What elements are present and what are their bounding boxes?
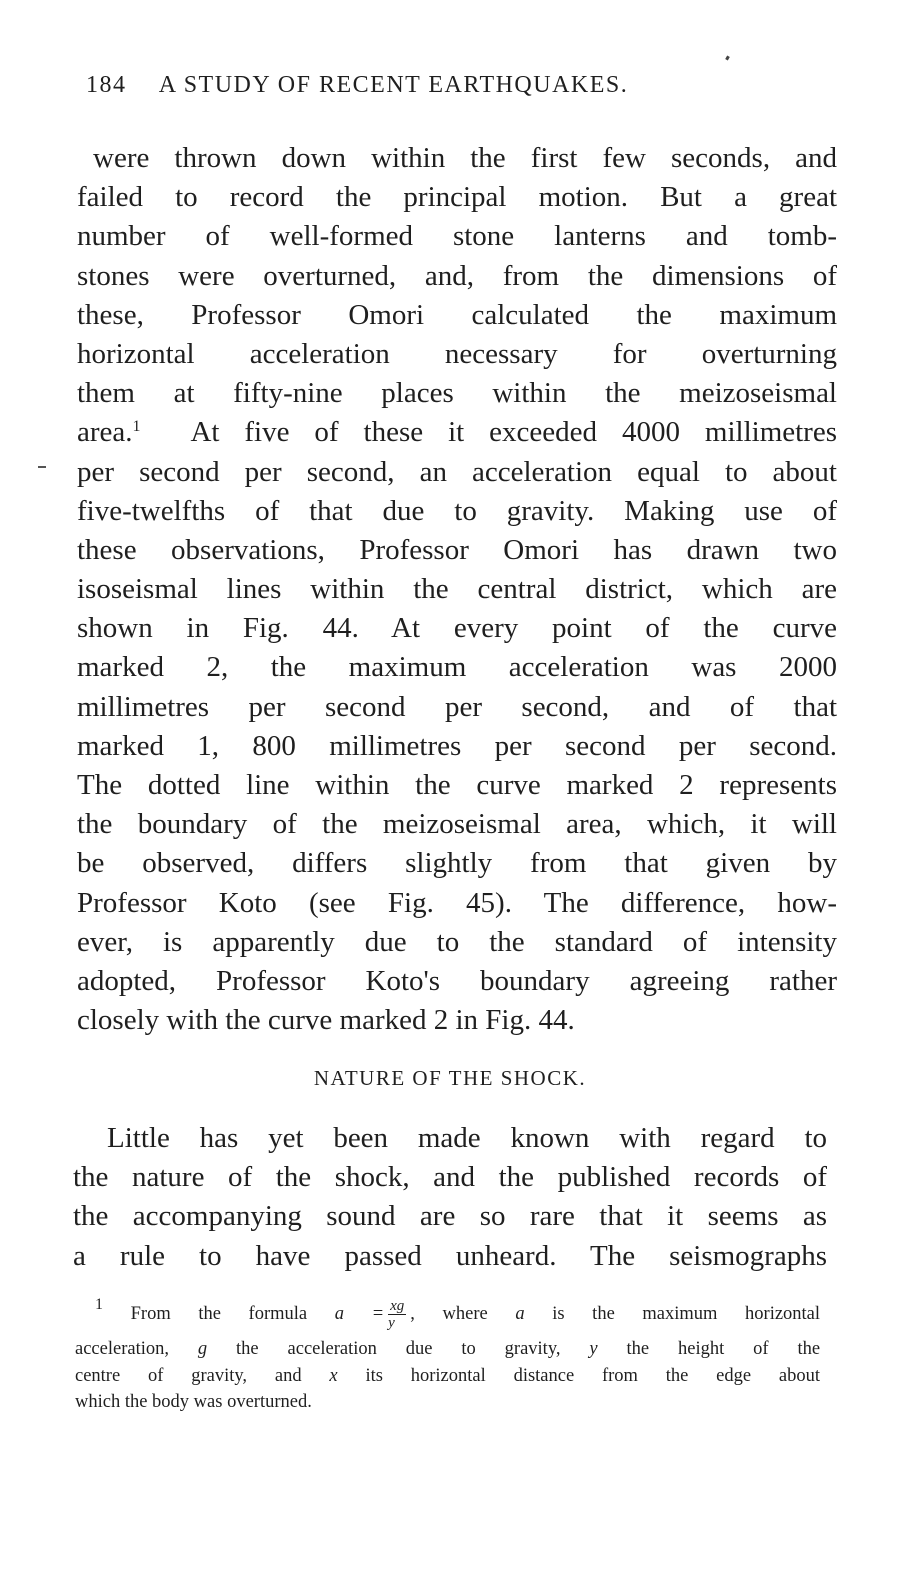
text-line: the boundary of the meizoseismal area, which, it will xyxy=(77,808,837,841)
page-number: 184 xyxy=(86,72,127,98)
text-line: stones were overturned, and, from the dimensions of xyxy=(77,259,837,292)
formula-numerator: xg xyxy=(390,1298,405,1315)
text-line: marked 2, the maximum acceleration was 2000 xyxy=(77,651,837,684)
text-line: number of well-formed stone lanterns and tomb- xyxy=(77,220,837,253)
text-line: Professor Koto (see Fig. 45). The difference, how- xyxy=(77,886,837,919)
section-heading: NATURE OF THE SHOCK. xyxy=(313,1066,587,1090)
text-fragment: area. xyxy=(77,416,133,449)
formula-variable: x xyxy=(329,1365,338,1386)
formula-fraction xyxy=(388,1298,406,1331)
text-line: these, Professor Omori calculated the maximum xyxy=(77,298,837,331)
text-line: ever, is apparently due to the standard of intensity xyxy=(77,925,837,958)
footnote-line: which the body was overturned. xyxy=(75,1392,312,1412)
text-line: closely with the curve marked 2 in Fig. 44. xyxy=(77,1004,575,1037)
text-line: a rule to have passed unheard. The seismographs xyxy=(73,1239,827,1272)
text-fragment: is the maximum horizontal xyxy=(552,1304,820,1324)
footnote-line xyxy=(75,1363,820,1390)
text-line: adopted, Professor Koto's boundary agreeing rather xyxy=(77,964,837,997)
main-paragraph xyxy=(77,139,837,1040)
formula-variable: y xyxy=(589,1339,598,1359)
footnote-ref: 1 xyxy=(132,418,141,436)
text-line: Little has yet been made known with regard to xyxy=(107,1122,827,1154)
text-line: marked 1, 800 millimetres per second per second. xyxy=(77,729,837,762)
text-line: them at fifty-nine places within the meizoseismal xyxy=(77,377,837,410)
text-line: The dotted line within the curve marked 2 represents xyxy=(77,769,837,801)
footnote xyxy=(75,1292,820,1416)
text-line: failed to record the principal motion. But a great xyxy=(77,181,837,214)
footnote-marker: 1 xyxy=(95,1296,103,1313)
text-line: were thrown down within the first few seconds, and xyxy=(93,142,837,174)
stray-mark xyxy=(725,56,730,61)
text-fragment: From the formula xyxy=(130,1304,308,1324)
text-line: horizontal acceleration necessary for overturning xyxy=(77,337,837,370)
text-line: isoseismal lines within the central district, which are xyxy=(77,573,837,606)
text-line: per second per second, an acceleration equal to about xyxy=(77,455,837,488)
formula-variable: a xyxy=(515,1304,525,1324)
text-fragment: the acceleration due to gravity, xyxy=(236,1339,561,1359)
section-paragraph xyxy=(73,1119,827,1276)
text-line: be observed, differs slightly from that given by xyxy=(77,847,837,880)
footnote-line xyxy=(75,1336,820,1363)
text-line: five-twelfths of that due to gravity. Making use of xyxy=(77,494,837,527)
text-fragment: centre of gravity, and xyxy=(75,1365,302,1386)
formula-variable: g xyxy=(197,1339,208,1359)
text-fragment: its horizontal distance from the edge about xyxy=(365,1365,820,1386)
text-line: these observations, Professor Omori has drawn two xyxy=(77,533,837,566)
text-fragment: At five of these it exceeded 4000 millimetres xyxy=(190,416,837,449)
formula-lhs: a = xyxy=(334,1304,385,1324)
text-line: the accompanying sound are so rare that it seems as xyxy=(73,1200,827,1233)
text-fragment: , where xyxy=(410,1304,488,1324)
footnote-line xyxy=(75,1292,820,1336)
text-line: millimetres per second per second, and of that xyxy=(77,690,837,723)
running-head xyxy=(86,72,786,112)
margin-mark xyxy=(38,466,46,468)
text-fragment: acceleration, xyxy=(75,1339,169,1359)
text-line: the nature of the shock, and the published records of xyxy=(73,1161,827,1194)
text-fragment: the height of the xyxy=(626,1339,820,1359)
formula-denominator: y xyxy=(388,1315,395,1332)
text-line: shown in Fig. 44. At every point of the curve xyxy=(77,612,837,645)
text-line xyxy=(77,413,837,452)
running-title: A STUDY OF RECENT EARTHQUAKES. xyxy=(158,72,629,98)
